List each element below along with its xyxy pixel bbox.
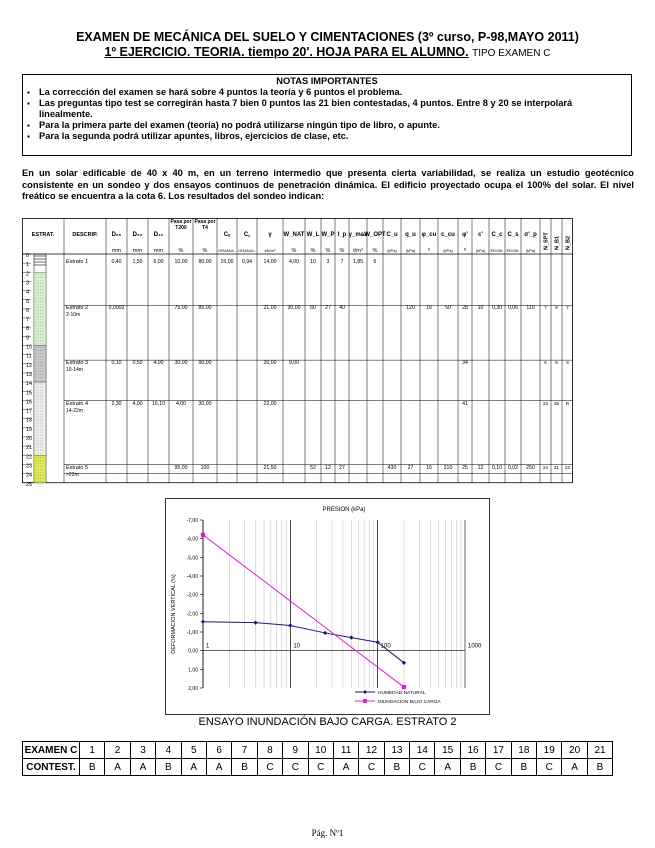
cell-value: 40 <box>339 304 345 311</box>
column-header: φ' <box>462 232 468 238</box>
cell-value: 0,50 <box>132 359 143 366</box>
note-item: ▪ Para la primera parte del examen (teoría) no podrá utilizarse ningún tipo de libro, o apunte. <box>23 120 627 131</box>
answer-cell: C <box>486 759 511 776</box>
depth-label: 4 <box>26 289 30 296</box>
column-header: C_s <box>507 232 519 238</box>
answer-cell: C <box>283 759 308 776</box>
column-header: q_u <box>405 232 416 238</box>
cell-value: 21,50 <box>263 465 277 472</box>
cell-value: 8 <box>555 359 558 365</box>
borehole-log-table <box>22 218 632 488</box>
answer-table <box>22 741 613 776</box>
column-header: c_cu <box>441 232 455 238</box>
column-unit: (kPa) <box>443 248 453 253</box>
column-unit: GRANUL. <box>238 248 256 253</box>
depth-label: 8 <box>26 326 30 333</box>
stratum-depth: 10-14m <box>66 366 83 373</box>
cell-value: 16 <box>426 304 432 311</box>
cell-value: 52 <box>310 465 316 472</box>
cell-value: 50 <box>445 304 451 311</box>
question-number: 15 <box>435 742 460 759</box>
x-tick-label: 1 <box>206 643 210 650</box>
depth-label: 10 <box>26 344 33 351</box>
depth-label: 15 <box>26 390 33 397</box>
stratum-depth: 2-10m <box>66 311 81 318</box>
cell-value: 21 <box>553 465 560 471</box>
depth-label: 23 <box>26 463 33 470</box>
answer-cell: C <box>359 759 384 776</box>
page-number: Pág. Nº1 <box>311 828 344 838</box>
cell-value: 27 <box>339 465 345 472</box>
cell-value: 0,10 <box>111 359 122 366</box>
legend-marker <box>363 699 367 703</box>
depth-label: 9 <box>26 335 30 342</box>
cell-value: 25 <box>462 465 468 472</box>
cell-value: 0,06 <box>507 304 519 311</box>
column-unit: mm <box>153 248 164 254</box>
note-item: ▪ Para la segunda podrá utilizar apuntes, libros, ejercicios de clase, etc. <box>23 131 627 142</box>
column-unit: % <box>339 248 345 254</box>
cell-value: 4,00 <box>175 400 187 407</box>
legend-label: INUNDACION BAJO CARGA <box>378 700 441 705</box>
cell-value: 6 <box>544 359 547 365</box>
x-tick-label: 100 <box>380 643 391 650</box>
problem-statement: En un solar edificable de 40 x 40 m, en un terreno intermedio que presenta cierta variabilidad, se realiza un estudio geotécnico consistente en un sondeo y dos ensayos continuos de penetración dinámica. El edificio proyectado ocupa el 100% del solar. El nivel freático se encuentra a la cota 6. Los resultados del sondeo indican: <box>22 168 634 201</box>
cell-value: 430 <box>387 465 397 472</box>
cell-value: 34 <box>462 359 468 366</box>
question-number: 21 <box>587 742 612 759</box>
data-point <box>201 533 205 537</box>
cell-value: 90,00 <box>198 359 212 366</box>
depth-label: 6 <box>26 307 30 314</box>
inundation-chart <box>165 498 490 715</box>
question-number: 19 <box>537 742 562 759</box>
important-notes-box <box>22 74 632 156</box>
borehole-log <box>22 218 632 488</box>
y-tick-label: 0,00 <box>188 648 198 655</box>
column-header: I_p <box>337 232 347 238</box>
depth-label: 17 <box>26 408 33 415</box>
column-header: γ_max <box>348 232 368 238</box>
question-number: 2 <box>105 742 130 759</box>
cell-value: 14,00 <box>263 259 277 266</box>
answer-cell: A <box>181 759 206 776</box>
depth-label: 11 <box>26 353 32 360</box>
column-unit: t/m³ <box>353 248 363 254</box>
cell-value: 3 <box>326 259 330 266</box>
cell-value: 10 <box>477 304 484 311</box>
column-unit: % <box>202 248 208 254</box>
cell-value: 1,85 <box>352 259 364 266</box>
depth-label: 24 <box>26 472 33 479</box>
depth-label: 21 <box>26 445 33 452</box>
column-header: N_SPT <box>543 232 550 250</box>
column-unit: EDOM. <box>490 248 504 253</box>
cell-value: 15,00 <box>220 259 234 266</box>
question-number: 17 <box>486 742 511 759</box>
cell-value: 30,00 <box>287 304 301 311</box>
column-header: W_L <box>306 232 320 238</box>
cell-value: 0,94 <box>241 259 253 266</box>
question-number: 1 <box>80 742 105 759</box>
column-unit: mm <box>132 248 143 254</box>
stratum-name: Estrato 2 <box>66 304 89 311</box>
question-number: 14 <box>410 742 435 759</box>
depth-label: 13 <box>26 371 33 378</box>
cell-value: 1,50 <box>132 259 143 266</box>
chart-caption: ENSAYO INUNDACIÓN BAJO CARGA. ESTRATO 2 <box>198 716 457 728</box>
column-header: C_u <box>386 232 398 238</box>
depth-label: 1 <box>26 262 30 269</box>
question-number: 3 <box>130 742 155 759</box>
column-header: W_OPT <box>364 232 386 238</box>
y-tick-label: -6,00 <box>186 536 198 543</box>
cell-value: 22 <box>564 465 571 471</box>
y-tick-label: -3,00 <box>186 592 198 599</box>
column-header: c' <box>478 232 483 238</box>
cell-value: 16,10 <box>152 400 165 407</box>
answer-cell: A <box>562 759 587 776</box>
column-header: D₆₀ <box>111 232 122 238</box>
answer-cell: C <box>410 759 435 776</box>
column-unit: % <box>178 248 184 254</box>
cell-value: 20,00 <box>263 359 277 366</box>
cell-value: 12 <box>477 465 484 472</box>
cell-value: 22,00 <box>263 400 277 407</box>
answer-cell: B <box>511 759 536 776</box>
column-header: DESCRIP. <box>72 232 98 238</box>
cell-value: 10,00 <box>174 259 188 266</box>
question-number: 18 <box>511 742 536 759</box>
answer-cell: B <box>232 759 257 776</box>
column-header: σ'_p <box>524 232 537 238</box>
cell-value: 12 <box>325 465 331 472</box>
column-header: C꜀ <box>243 232 251 238</box>
question-number: 11 <box>333 742 358 759</box>
legend-label: HUMEDAD NATURAL <box>378 691 426 696</box>
cell-value: 0,30 <box>491 304 503 311</box>
cell-value: 120 <box>406 304 415 311</box>
exam-type: TIPO EXAMEN C <box>472 48 551 59</box>
cell-value: 10 <box>310 259 316 266</box>
answer-cell: C <box>308 759 333 776</box>
column-unit: % <box>372 248 378 254</box>
column-unit: (kPa) <box>475 248 486 253</box>
cell-value: 2,30 <box>111 400 122 407</box>
data-point <box>402 685 406 689</box>
question-number: 4 <box>156 742 181 759</box>
column-unit: mm <box>111 248 122 254</box>
question-number: 20 <box>562 742 587 759</box>
cell-value: 60 <box>310 304 316 311</box>
x-tick-label: 1000 <box>468 643 482 650</box>
cell-value: 35 <box>553 400 560 406</box>
question-number: 6 <box>206 742 231 759</box>
depth-label: 16 <box>26 399 33 406</box>
answer-cell: C <box>257 759 282 776</box>
column-unit: GRANUL. <box>218 248 236 253</box>
y-tick-label: 1,00 <box>188 667 198 674</box>
cell-value: 100 <box>200 465 210 472</box>
column-header: ESTRAT. <box>31 232 55 238</box>
column-unit: (kPa) <box>387 248 397 253</box>
answer-cell: C <box>537 759 562 776</box>
column-header: γ <box>268 232 272 238</box>
cell-value: 9,00 <box>288 359 300 366</box>
answer-cell: A <box>105 759 130 776</box>
note-item: ▪ La corrección del examen se hará sobre 4 puntos la teoría y 6 puntos el problema. <box>23 87 627 98</box>
column-header: D₁₀ <box>153 232 164 238</box>
cell-value: 95,00 <box>174 465 188 472</box>
column-unit: % <box>325 248 331 254</box>
depth-label: 3 <box>26 280 30 287</box>
answer-cell: B <box>156 759 181 776</box>
stratum-name: Estrato 3 <box>66 359 89 366</box>
stratum-name: Estrato 4 <box>66 400 89 407</box>
column-unit: % <box>310 248 316 254</box>
stratum-depth: 14-22m <box>66 407 83 414</box>
column-header: W_NAT <box>283 232 305 238</box>
exercise-title: 1º EJERCICIO. TEORIA. tiempo 20'. HOJA PARA EL ALUMNO. <box>104 45 469 59</box>
notes-title: NOTAS IMPORTANTES <box>276 76 378 86</box>
cell-value: 210 <box>443 465 453 472</box>
cell-value: 75,00 <box>174 304 188 311</box>
cell-value: 23 <box>542 400 549 406</box>
question-number: 8 <box>257 742 282 759</box>
stratum-depth: >22m <box>66 472 79 479</box>
column-header: N_B1 <box>554 235 561 250</box>
depth-label: 20 <box>26 436 33 442</box>
column-header: φ_cu <box>421 232 437 238</box>
column-unit: º <box>463 248 467 254</box>
depth-label: 5 <box>26 298 30 305</box>
y-tick-label: -5,00 <box>186 555 198 562</box>
stratum-name: Estrato 5 <box>66 465 89 472</box>
depth-label: 18 <box>26 417 33 424</box>
inundation-chart-plot <box>165 498 490 715</box>
cell-value: 9 <box>566 359 569 365</box>
y-axis-label: DEFORMACION VERTICAL (%) <box>171 574 177 654</box>
question-number: 7 <box>232 742 257 759</box>
contest-label: CONTEST. <box>23 759 80 776</box>
answer-cell: B <box>587 759 612 776</box>
depth-label: 19 <box>26 426 33 433</box>
cell-value: 0,40 <box>111 259 122 266</box>
y-tick-label: -7,00 <box>186 518 198 524</box>
cell-value: 85,00 <box>198 304 212 311</box>
note-item: ▪ Las preguntas tipo test se corregirán hasta 7 bien 0 puntos las 21 bien contestadas, 4 puntos. Entre 8 y 20 se interpolará linealmente. <box>23 98 627 120</box>
cell-value: 27 <box>407 465 414 472</box>
cell-value: 21,00 <box>263 304 277 311</box>
y-tick-label: -4,00 <box>186 574 198 580</box>
question-number: 10 <box>308 742 333 759</box>
column-unit: % <box>291 248 297 254</box>
cell-value: 28 <box>462 304 468 311</box>
depth-label: 2 <box>26 271 30 278</box>
depth-label: 22 <box>26 454 33 461</box>
exam-title: EXAMEN DE MECÁNICA DEL SUELO Y CIMENTACIONES (3º curso, P-98,MAYO 2011) <box>76 30 579 44</box>
x-tick-label: 10 <box>293 643 301 650</box>
cell-value: R <box>565 400 570 406</box>
depth-label: 25 <box>26 481 33 488</box>
cell-value: 110 <box>526 304 535 311</box>
cell-value: 7 <box>340 259 344 266</box>
column-header: Cᵤ <box>223 232 231 238</box>
column-unit: º <box>427 248 431 254</box>
cell-value: 24 <box>542 465 549 471</box>
notes-list <box>23 87 631 142</box>
cell-value: 27 <box>325 304 331 311</box>
column-unit: EDOM. <box>506 248 520 253</box>
column-unit: kN/m³ <box>264 248 276 253</box>
column-header: N_B2 <box>565 235 572 250</box>
column-header: C_c <box>491 232 503 238</box>
table-frame <box>23 219 573 483</box>
cell-value: 8 <box>555 304 558 310</box>
cell-value: 30,00 <box>198 400 212 407</box>
cell-value: 41 <box>462 400 468 407</box>
chart-frame <box>166 499 490 715</box>
exam-label: EXAMEN C <box>23 742 80 759</box>
column-header-box <box>193 219 217 245</box>
cell-value: 0,02 <box>507 465 519 472</box>
chart-title: PRESION (kPa) <box>322 507 366 513</box>
y-tick-label: 2,00 <box>188 686 198 692</box>
question-number: 9 <box>283 742 308 759</box>
question-number: 12 <box>359 742 384 759</box>
cell-value: 7 <box>544 304 547 310</box>
answer-cell: B <box>384 759 409 776</box>
cell-value: 30,00 <box>174 359 188 366</box>
column-header: W_P <box>321 232 335 238</box>
exam-subtitle <box>20 45 635 59</box>
soil-layer <box>34 455 46 482</box>
depth-label: 12 <box>26 362 33 369</box>
question-number: 5 <box>181 742 206 759</box>
cell-value: 250 <box>526 465 535 472</box>
cell-value: 6 <box>373 259 377 266</box>
cell-value: 0,10 <box>491 465 503 472</box>
answer-header-row <box>23 742 613 759</box>
cell-value: 80,00 <box>198 259 212 266</box>
column-header: Pasa por T4 <box>194 219 216 231</box>
cell-value: 4,00 <box>132 400 143 407</box>
depth-label: 0 <box>26 253 30 259</box>
y-tick-label: -2,00 <box>186 611 198 618</box>
stratum-name: Estrato 1 <box>66 259 89 266</box>
cell-value: 6,00 <box>153 259 164 266</box>
cell-value: 16 <box>426 465 432 472</box>
cell-value: 7 <box>566 304 569 310</box>
answer-cell: A <box>333 759 358 776</box>
answer-cell: B <box>80 759 105 776</box>
column-unit: (kPa) <box>405 248 416 253</box>
cell-value: 4,00 <box>288 259 300 266</box>
answer-cell: A <box>435 759 460 776</box>
cell-value: 4,00 <box>153 359 164 366</box>
soil-layer <box>34 346 46 383</box>
answer-cell: A <box>206 759 231 776</box>
depth-label: 14 <box>26 381 33 388</box>
column-header: D₃₀ <box>132 232 143 238</box>
answer-row <box>23 759 613 776</box>
column-header-box <box>169 219 193 245</box>
depth-label: 7 <box>26 317 30 324</box>
column-header: Pasa por T200 <box>170 219 192 231</box>
answer-cell: B <box>460 759 485 776</box>
answer-cell: A <box>130 759 155 776</box>
cell-value: 0,0002 <box>108 304 125 311</box>
question-number: 13 <box>384 742 409 759</box>
question-number: 16 <box>460 742 485 759</box>
y-tick-label: -1,00 <box>186 630 198 636</box>
column-unit: (kPa) <box>525 248 536 253</box>
